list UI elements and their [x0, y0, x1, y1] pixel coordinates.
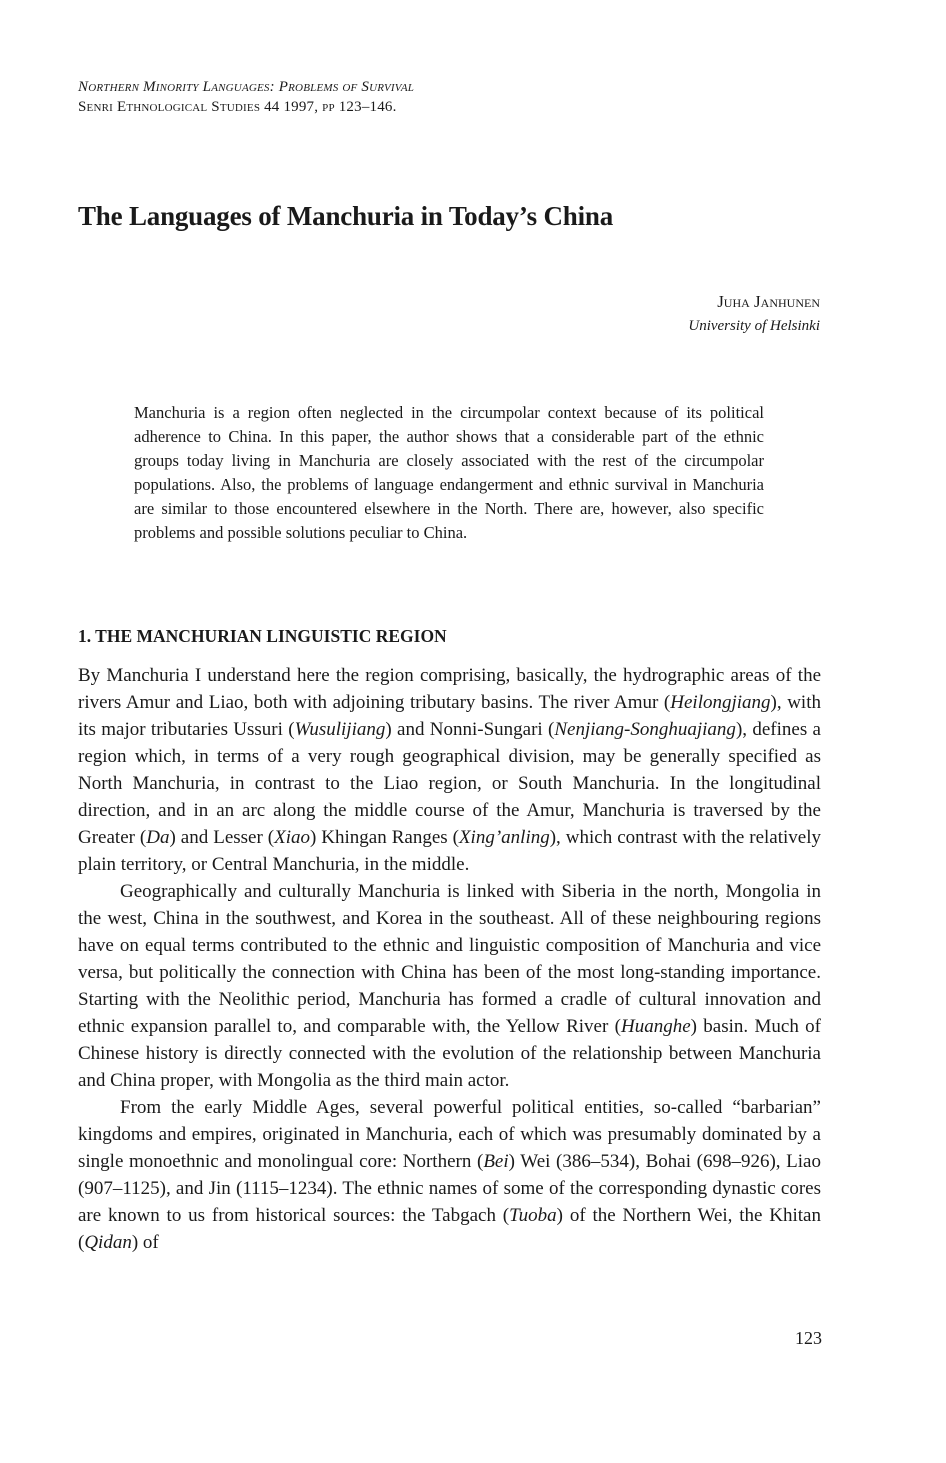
text-run: ), defines a region which, in terms of a very rough geographical division, may be generally specified as North Manchuria, in contrast to the Liao region, or South Manchuria. In the longitudinal direction, and in an arc along the middle course of the Amur, Manchuria is traversed by the Greater (: [78, 719, 821, 848]
text-run: Geographically and culturally Manchuria is linked with Siberia in the north, Mongolia in the west, China in the southwest, and Korea in the southeast. All of these neighbouring regions have on equal terms contributed to the ethnic and linguistic composition of Manchuria and vice versa, but politically the connection with China has been of the most long-standing importance. Starting with the Neolithic period, Manchuria has formed a cradle of cultural innovation and ethnic expansion parallel to, and comparable with, the Yellow River (: [78, 881, 821, 1037]
italic-term: Qidan: [84, 1232, 132, 1253]
body-text: [78, 662, 821, 1256]
text-run: By Manchuria I understand here the region comprising, basically, the hydrographic areas of the rivers Amur and Liao, both with adjoining tributary basins. The river Amur (: [78, 665, 821, 713]
author-name: Juha Janhunen: [717, 292, 820, 311]
text-run: ) Wei (386–534), Bohai (698–926), Liao (907–1125), and Jin (1115–1234). The ethnic names of some of the corresponding dynastic cores are known to us from historical sources: the Tabgach (: [78, 1151, 821, 1226]
text-run: ) of: [131, 1232, 159, 1253]
italic-term: Bei: [483, 1151, 509, 1172]
text-run: ) and Lesser (: [169, 827, 275, 848]
italic-term: Da: [146, 827, 170, 848]
body-paragraph: [78, 662, 821, 878]
abstract: Manchuria is a region often neglected in the circumpolar context because of its political adherence to China. In this paper, the author shows that a considerable part of the ethnic groups today living in Manchuria are closely associated with the rest of the circumpolar populations. Also, the problems of language endangerment and ethnic survival in Manchuria are similar to those encountered elsewhere in the North. There are, however, also specific problems and possible solutions peculiar to China.: [134, 403, 764, 542]
article-title: The Languages of Manchuria in Today’s China: [78, 201, 614, 231]
italic-term: Huanghe: [620, 1016, 691, 1037]
text-run: ) Khingan Ranges (: [310, 827, 459, 848]
italic-term: Xiao: [274, 827, 310, 848]
running-head: [78, 77, 414, 117]
text-run: ), which contrast with the relatively plain territory, or Central Manchuria, in the middle.: [78, 827, 821, 875]
italic-term: Tuoba: [509, 1205, 557, 1226]
section-heading: 1. THE MANCHURIAN LINGUISTIC REGION: [78, 626, 447, 646]
running-head-citation: Senri Ethnological Studies 44 1997, pp 123–146.: [78, 99, 397, 115]
text-run: From the early Middle Ages, several powerful political entities, so-called “barbarian” kingdoms and empires, originated in Manchuria, each of which was presumably dominated by a single monoethnic and monolingual core: Northern (: [78, 1097, 821, 1172]
text-run: ) basin. Much of Chinese history is directly connected with the evolution of the relationship between Manchuria and China proper, with Mongolia as the third main actor.: [78, 1016, 821, 1091]
page-number: 123: [795, 1328, 822, 1348]
text-run: ), with its major tributaries Ussuri (: [78, 692, 821, 740]
italic-term: Heilongjiang: [670, 692, 771, 713]
body-paragraph: [78, 1094, 821, 1256]
author-affiliation: University of Helsinki: [688, 318, 820, 334]
body-paragraph: [78, 878, 821, 1094]
author-block: [688, 290, 820, 338]
italic-term: Xing’anling: [458, 827, 550, 848]
italic-term: Nenjiang-Songhuajiang: [554, 719, 736, 740]
italic-term: Wusulijiang: [294, 719, 386, 740]
text-run: ) of the Northern Wei, the Khitan (: [78, 1205, 821, 1253]
running-head-series: Northern Minority Languages: Problems of Survival: [78, 79, 415, 95]
text-run: ) and Nonni-Sungari (: [385, 719, 555, 740]
